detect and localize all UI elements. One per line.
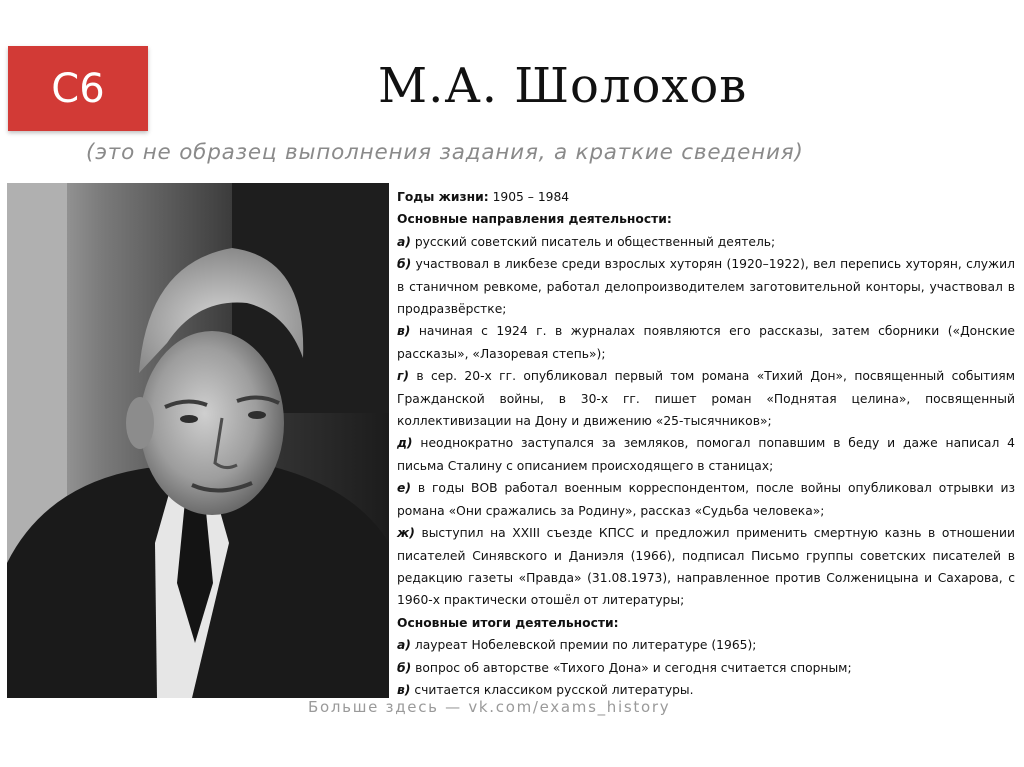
page-subtitle: (это не образец выполнения задания, а краткие сведения) — [86, 140, 804, 165]
direction-text: участвовал в ликбезе среди взрослых хуторян (1920–1922), вел перепись хуторян, служил в станичном ревкоме, работал делопроизводителем заготовительной конторы, участвовал в продразвёрстке; — [397, 257, 1015, 317]
years-line — [397, 186, 1015, 208]
direction-marker: ж) — [397, 526, 415, 541]
direction-marker: в) — [397, 324, 411, 339]
direction-text: в сер. 20-х гг. опубликовал первый том романа «Тихий Дон», посвященный событиям Гражданской войны, в 30-х гг. пишет роман «Поднятая целина», посвященный коллективизации на Дону и движению «25-тысячников»; — [397, 369, 1015, 429]
section-badge: С6 — [8, 46, 148, 131]
result-text: считается классиком русской литературы. — [410, 682, 694, 697]
direction-marker: е) — [397, 481, 411, 496]
direction-marker: д) — [397, 436, 413, 451]
direction-item — [397, 477, 1015, 522]
direction-marker: б) — [397, 257, 412, 272]
direction-item — [397, 231, 1015, 253]
result-text: лауреат Нобелевской премии по литературе (1965); — [410, 638, 757, 653]
direction-marker: г) — [397, 369, 410, 384]
direction-text: выступил на XXIII съезде КПСС и предложил применить смертную казнь в отношении писателей Синявского и Даниэля (1966), подписал Письмо группы советских писателей в редакцию газеты «Правда» (31.08.1973), направленное против Солженицына и Сахарова, с 1960-х практически отошёл от литературы; — [397, 526, 1015, 608]
direction-item — [397, 522, 1015, 612]
years-label: Годы жизни: — [397, 190, 489, 204]
direction-text: русский советский писатель и общественный деятель; — [410, 234, 776, 249]
direction-text: неоднократно заступался за земляков, помогал попавшим в беду и даже написал 4 письма Сталину с описанием происходящего в станицах; — [397, 436, 1015, 473]
years-value: 1905 – 1984 — [488, 190, 570, 204]
portrait-photo — [7, 183, 389, 698]
result-item — [397, 657, 1015, 679]
facts-block — [397, 186, 1015, 701]
result-marker: в) — [397, 682, 411, 697]
footer-link-text: Больше здесь — vk.com/exams_history — [308, 698, 671, 716]
result-text: вопрос об авторстве «Тихого Дона» и сегодня считается спорным; — [411, 660, 852, 675]
direction-item — [397, 432, 1015, 477]
directions-heading: Основные направления деятельности: — [397, 212, 672, 227]
result-item — [397, 634, 1015, 656]
result-marker: б) — [397, 660, 412, 675]
page-title: М.А. Шолохов — [378, 58, 748, 114]
portrait-illustration — [7, 183, 389, 698]
direction-item — [397, 320, 1015, 365]
direction-marker: а) — [397, 234, 411, 249]
direction-text: в годы ВОВ работал военным корреспондентом, после войны опубликовал отрывки из романа «Они сражались за Родину», рассказ «Судьба человека»; — [397, 481, 1015, 518]
direction-text: начиная с 1924 г. в журналах появляются его рассказы, затем сборники («Донские рассказы», «Лазоревая степь»); — [397, 324, 1015, 361]
direction-item — [397, 253, 1015, 320]
direction-item — [397, 365, 1015, 432]
result-marker: а) — [397, 638, 411, 653]
results-heading: Основные итоги деятельности: — [397, 615, 619, 630]
